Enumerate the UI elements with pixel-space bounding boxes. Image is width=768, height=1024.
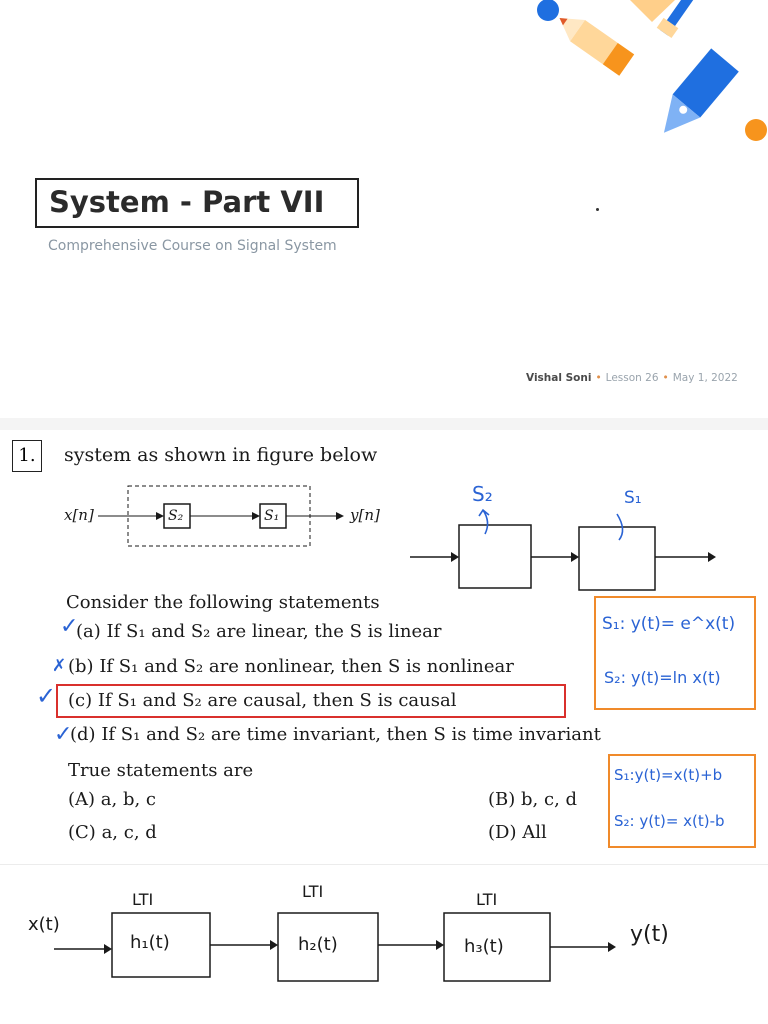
annotation-box-2: [608, 754, 756, 848]
lti-tag-3: LTI: [476, 890, 498, 909]
option-b: [488, 789, 577, 810]
lti-block-h3: h₃(t): [464, 936, 504, 957]
option-text: a, b, c: [100, 789, 157, 810]
section-divider: [0, 864, 768, 865]
option-text: All: [522, 822, 547, 843]
option-label: (C): [68, 822, 96, 843]
lti-tag-2: LTI: [302, 882, 324, 901]
handwritten-cascade: [405, 480, 725, 595]
slide-divider: [0, 418, 768, 430]
statement-a: [76, 621, 441, 642]
statement-label: (b): [68, 656, 94, 677]
author-name: Vishal Soni: [526, 372, 592, 384]
statement-label: (c): [68, 690, 93, 711]
lti-tag-1: LTI: [132, 890, 154, 909]
cascade-diagram: [60, 480, 390, 552]
handwritten-label-s2: S₂: [472, 482, 493, 506]
annotation-s1-add: S₁:y(t)=x(t)+b: [614, 766, 723, 784]
diagram-block-s1: S₁: [264, 508, 280, 524]
check-mark: ✓: [60, 614, 79, 639]
option-text: a, c, d: [101, 822, 157, 843]
option-c: [68, 822, 157, 843]
question-prompt: system as shown in figure below: [64, 444, 378, 466]
diagram-input: x[n]: [64, 506, 94, 524]
stray-dot: [596, 208, 599, 211]
lesson-number: Lesson 26: [605, 372, 659, 384]
cross-mark: ✗: [52, 656, 67, 676]
decorative-pencils-icon: [530, 0, 768, 150]
option-text: b, c, d: [521, 789, 578, 810]
check-mark: ✓: [36, 682, 57, 710]
diagram-output: y[n]: [350, 506, 380, 524]
option-label: (D): [488, 822, 517, 843]
statement-b: [68, 656, 514, 677]
statements-intro: Consider the following statements: [66, 592, 380, 613]
statement-text: If S₁ and S₂ are time invariant, then S is time invariant: [101, 724, 601, 745]
annotation-box-1: [594, 596, 756, 710]
statement-text: If S₁ and S₂ are causal, then S is causal: [97, 690, 457, 711]
title-box: [35, 178, 359, 228]
annotation-s2-ln: S₂: y(t)=ln x(t): [604, 668, 721, 687]
handwritten-label-s1: S₁: [624, 488, 642, 508]
question-number: 1.: [12, 440, 42, 472]
option-label: (A): [68, 789, 96, 810]
lesson-date: May 1, 2022: [672, 372, 738, 384]
statement-c: [68, 690, 456, 711]
statement-label: (d): [70, 724, 96, 745]
meta-separator: •: [662, 372, 669, 384]
meta-separator: •: [595, 372, 602, 384]
lti-block-h1: h₁(t): [130, 932, 170, 953]
option-label: (B): [488, 789, 516, 810]
lti-output: y(t): [630, 922, 669, 947]
check-mark: ✓: [54, 722, 73, 747]
lti-input: x(t): [28, 914, 60, 935]
option-d: [488, 822, 547, 843]
page-title: System - Part VII: [49, 185, 325, 219]
annotation-s1-exp: S₁: y(t)= e^x(t): [602, 614, 736, 634]
lesson-meta: [526, 372, 738, 384]
annotation-s2-sub: S₂: y(t)= x(t)-b: [614, 812, 725, 830]
diagram-block-s2: S₂: [168, 508, 184, 524]
statement-text: If S₁ and S₂ are nonlinear, then S is nonlinear: [99, 656, 514, 677]
subtitle: Comprehensive Course on Signal System: [48, 238, 337, 254]
title-slide: [0, 0, 768, 418]
lti-block-h2: h₂(t): [298, 934, 338, 955]
statement-d: [70, 724, 601, 745]
option-a: [68, 789, 156, 810]
statement-text: If S₁ and S₂ are linear, the S is linear: [106, 621, 442, 642]
statement-label: (a): [76, 621, 101, 642]
true-statements-label: True statements are: [68, 760, 254, 781]
